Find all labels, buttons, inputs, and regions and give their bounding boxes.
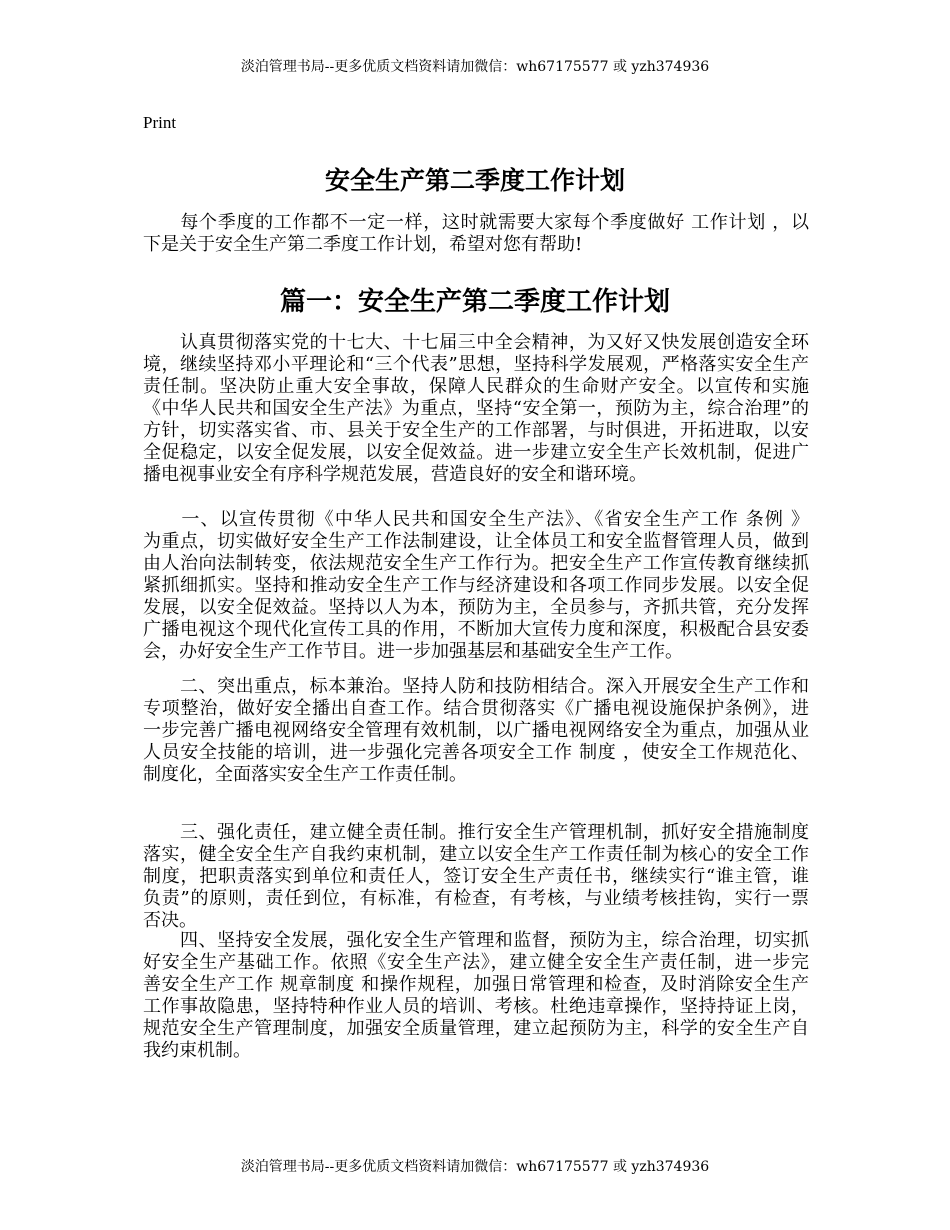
text-line: 每个季度的工作都不一定一样，这时就需要大家每个季度做好 工作计划 ，以 [143,212,809,233]
text-line: 三、强化责任，建立健全责任制。推行安全生产管理机制，抓好安全措施制度 [143,822,809,843]
text-line: 四、坚持安全发展，强化安全生产管理和监督，预防为主，综合治理，切实抓 [143,930,809,951]
text-line: 全促稳定，以安全促发展，以安全促效益。进一步建立安全生产长效机制，促进广 [143,442,809,463]
page-footer: 淡泊管理书局--更多优质文档资料请加微信：wh67175577 或 yzh374936 [240,1159,710,1175]
page-header: 淡泊管理书局--更多优质文档资料请加微信：wh67175577 或 yzh374936 [240,59,710,75]
intro-paragraph [143,212,809,256]
text-line: 否决。 [143,910,197,931]
text-line: 由人治向法制转变，依法规范安全生产工作行为。把安全生产工作宣传教育继续抓 [143,553,809,574]
text-line: 境，继续坚持邓小平理论和“三个代表”思想，坚持科学发展观，严格落实安全生产 [143,354,809,375]
body-paragraph [143,676,809,786]
text-line: 一步完善广播电视网络安全管理有效机制，以广播电视网络安全为重点，加强从业 [143,720,809,741]
text-line: 广播电视这个现代化宣传工具的作用，不断加大宣传力度和深度，积极配合县安委 [143,619,809,640]
document-title: 安全生产第二季度工作计划 [324,166,625,195]
text-line: 《中华人民共和国安全生产法》为重点，坚持“安全第一，预防为主，综合治理”的 [143,398,809,419]
print-label: Print [143,113,177,132]
body-paragraph [143,332,809,486]
section-heading: 篇一：安全生产第二季度工作计划 [279,287,670,317]
text-line: 专项整治，做好安全播出自查工作。结合贯彻落实《广播电视设施保护条例》，进 [143,698,809,719]
text-line: 方针，切实落实省、市、县关于安全生产的工作部署，与时俱进，开拓进取，以安 [143,420,809,441]
text-line: 我约束机制。 [143,1040,251,1061]
text-line: 制度，把职责落实到单位和责任人，签订安全生产责任书，继续实行“谁主管，谁 [143,866,809,887]
text-line: 落实，健全安全生产自我约束机制，建立以安全生产工作责任制为核心的安全工作 [143,844,809,865]
text-line: 发展，以安全促效益。坚持以人为本，预防为主，全员参与，齐抓共管，充分发挥 [143,597,809,618]
text-line: 制度化，全面落实安全生产工作责任制。 [143,764,467,785]
body-paragraph [143,822,809,932]
text-line: 一、以宣传贯彻《中华人民共和国安全生产法》、《省安全生产工作 条例 》 [143,509,809,530]
text-line: 二、突出重点，标本兼治。坚持人防和技防相结合。深入开展安全生产工作和 [143,676,809,697]
text-line: 规范安全生产管理制度，加强安全质量管理，建立起预防为主，科学的安全生产自 [143,1018,809,1039]
text-line: 责任制。坚决防止重大安全事故，保障人民群众的生命财产安全。以宣传和实施 [143,376,809,397]
text-line: 人员安全技能的培训，进一步强化完善各项安全工作 制度 ，使安全工作规范化、 [143,742,809,763]
text-line: 为重点，切实做好安全生产工作法制建设，让全体员工和安全监督管理人员，做到 [143,531,809,552]
text-line: 播电视事业安全有序科学规范发展，营造良好的安全和谐环境。 [143,464,647,485]
text-line: 认真贯彻落实党的十七大、十七届三中全会精神，为又好又快发展创造安全环 [143,332,809,353]
body-paragraph [143,930,809,1062]
text-line: 善安全生产工作 规章制度 和操作规程，加强日常管理和检查，及时消除安全生产 [143,974,809,995]
text-line: 紧抓细抓实。坚持和推动安全生产工作与经济建设和各项工作同步发展。以安全促 [143,575,809,596]
text-line: 好安全生产基础工作。依照《安全生产法》，建立健全安全生产责任制，进一步完 [143,952,809,973]
text-line: 负责”的原则，责任到位，有标准，有检查，有考核，与业绩考核挂钩，实行一票 [143,888,809,909]
text-line: 会，办好安全生产工作节目。进一步加强基层和基础安全生产工作。 [143,641,683,662]
text-line: 工作事故隐患，坚持特种作业人员的培训、考核。杜绝违章操作，坚持持证上岗， [143,996,809,1017]
text-line: 下是关于安全生产第二季度工作计划，希望对您有帮助! [143,234,583,255]
body-paragraph [143,509,809,663]
